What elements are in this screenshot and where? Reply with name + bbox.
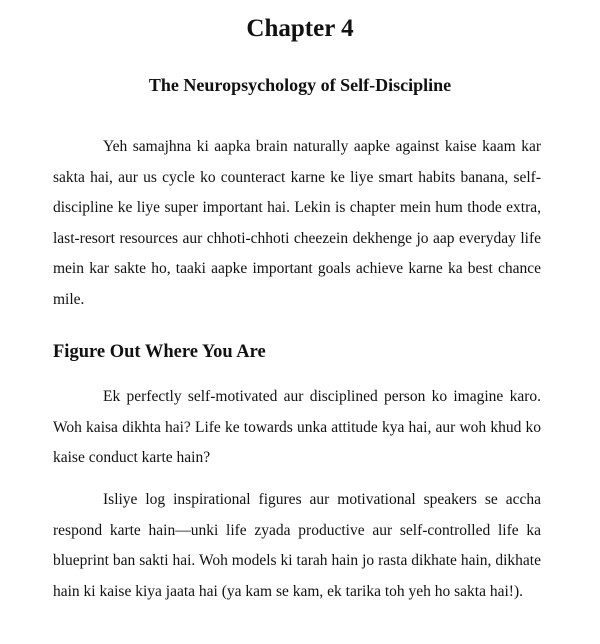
paragraph-inspirational: Isliye log inspirational figures aur motivational speakers se accha respond karte hain—unki life zyada productive aur self-controlled life ka blueprint ban sakti hai. Woh models ki tarah hain jo rasta dikhate hain, dikhate hain ki kaise kiya jaata hai (ya kam se kam, ek tarika toh yeh ho sakta hai!). bbox=[53, 491, 541, 600]
section-heading: Figure Out Where You Are bbox=[53, 342, 266, 362]
paragraph-intro: Yeh samajhna ki aapka brain naturally aapke against kaise kaam kar sakta hai, aur us cycle ko counteract karne ke liye smart habits banana, self-discipline ke liye super important hai. Lekin is chapter mein hum thode extra, last-resort resources aur chhoti-chhoti cheezein dekhenge jo aap everyday life mein kar sakte ho, taaki aapke important goals achieve karne ka best chance mile. bbox=[53, 138, 541, 308]
paragraph-imagine: Ek perfectly self-motivated aur disciplined person ko imagine karo. Woh kaisa dikhta hai? Life ke towards unka attitude kya hai, aur woh khud ko kaise conduct karte hain? bbox=[53, 388, 541, 466]
chapter-title: The Neuropsychology of Self-Discipline bbox=[148, 75, 452, 95]
chapter-number: Chapter 4 bbox=[246, 15, 354, 42]
